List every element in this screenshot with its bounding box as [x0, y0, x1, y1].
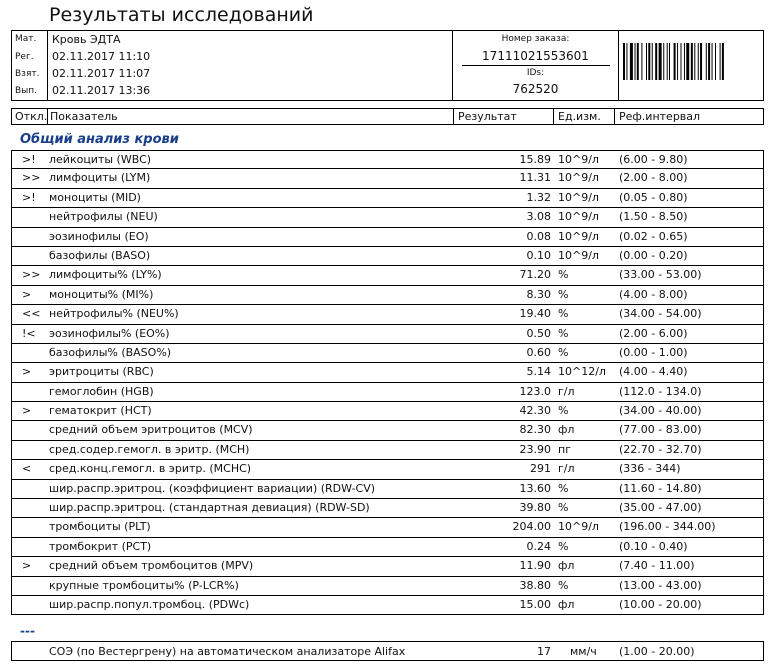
- row-unit: %: [558, 287, 569, 301]
- material-label: Мат.: [15, 34, 37, 44]
- row-unit: фл: [558, 559, 575, 573]
- row-unit: пг: [558, 442, 571, 456]
- row-ref: (33.00 - 53.00): [619, 268, 702, 282]
- row-unit: 10^9/л: [558, 210, 599, 224]
- row-result: 3.08: [526, 210, 551, 224]
- row-unit: %: [558, 268, 569, 282]
- row-ref: (2.00 - 6.00): [619, 326, 688, 340]
- row-unit: 10^9/л: [558, 190, 599, 204]
- row-result: 13.60: [519, 481, 551, 495]
- row-result: 123.0: [519, 384, 551, 398]
- row-result: 82.30: [519, 423, 551, 437]
- table-row: [11, 325, 764, 344]
- row-ref: (35.00 - 47.00): [619, 501, 702, 515]
- row-name: эозинофилы (EO): [49, 229, 149, 243]
- row-name: нейтрофилы (NEU): [49, 210, 158, 224]
- table-row: [11, 518, 764, 537]
- table-row: [11, 402, 764, 421]
- table-row: [11, 150, 764, 169]
- row-flag: !<: [22, 326, 36, 340]
- row-result: 8.30: [526, 287, 551, 301]
- row-unit: фл: [558, 597, 575, 611]
- row-unit: 10^9/л: [558, 171, 599, 185]
- row-flag: <: [22, 462, 32, 476]
- row-name: эритроциты (RBC): [49, 365, 154, 379]
- row-result: 0.60: [526, 345, 551, 359]
- row-result: 39.80: [519, 501, 551, 515]
- completed-label: Вып.: [15, 86, 38, 96]
- esr-ref: (1.00 - 20.00): [619, 645, 695, 658]
- row-ref: (0.02 - 0.65): [619, 229, 688, 243]
- taken-label: Взят.: [15, 69, 40, 79]
- row-result: 0.10: [526, 248, 551, 262]
- row-name: гематокрит (HCT): [49, 404, 152, 418]
- row-ref: (13.00 - 43.00): [619, 578, 702, 592]
- row-ref: (336 - 344): [619, 462, 681, 476]
- row-flag: >: [22, 287, 32, 301]
- table-row: [11, 344, 764, 363]
- table-row: [11, 266, 764, 285]
- row-ref: (34.00 - 40.00): [619, 404, 702, 418]
- row-name: гемоглобин (HGB): [49, 384, 154, 398]
- table-row: [11, 460, 764, 479]
- table-row: [11, 577, 764, 596]
- row-unit: %: [558, 345, 569, 359]
- results-table: [11, 150, 764, 615]
- row-ref: (34.00 - 54.00): [619, 307, 702, 321]
- row-unit: %: [558, 404, 569, 418]
- row-ref: (4.00 - 4.40): [619, 365, 688, 379]
- row-name: лимфоциты (LYM): [49, 171, 151, 185]
- row-result: 19.40: [519, 307, 551, 321]
- row-result: 11.90: [519, 559, 551, 573]
- ids-value: 762520: [512, 82, 559, 96]
- page-title: Результаты исследований: [49, 4, 314, 26]
- row-result: 0.08: [526, 229, 551, 243]
- col-ref: Реф.интервал: [619, 110, 701, 123]
- completed-value: 02.11.2017 13:36: [52, 84, 151, 97]
- table-row: [11, 441, 764, 460]
- row-unit: 10^9/л: [558, 520, 599, 534]
- row-ref: (112.0 - 134.0): [619, 384, 702, 398]
- row-unit: 10^9/л: [558, 229, 599, 243]
- separator: ---: [20, 624, 35, 638]
- registered-value: 02.11.2017 11:10: [52, 50, 151, 63]
- row-name: эозинофилы% (EO%): [49, 326, 170, 340]
- table-row: [11, 499, 764, 518]
- row-name: нейтрофилы% (NEU%): [49, 307, 179, 321]
- material-value: Кровь ЭДТА: [52, 33, 121, 46]
- ids-label: IDs:: [526, 68, 545, 78]
- barcode-icon: [623, 43, 759, 80]
- col-flag: Откл.: [15, 110, 48, 123]
- row-name: тромбоциты (PLT): [49, 520, 151, 534]
- row-name: тромбокрит (PCT): [49, 539, 152, 553]
- table-row: [11, 228, 764, 247]
- row-name: средний объем эритроцитов (MCV): [49, 423, 253, 437]
- esr-row: [11, 641, 764, 661]
- table-row: [11, 557, 764, 576]
- row-name: базофилы (BASO): [49, 248, 151, 262]
- row-ref: (2.00 - 8.00): [619, 171, 688, 185]
- table-row: [11, 596, 764, 615]
- section-title: Общий анализ крови: [20, 132, 179, 147]
- row-unit: %: [558, 501, 569, 515]
- row-result: 0.24: [526, 539, 551, 553]
- table-row: [11, 169, 764, 188]
- row-result: 204.00: [512, 520, 551, 534]
- row-ref: (0.10 - 0.40): [619, 539, 688, 553]
- row-name: крупные тромбоциты% (P-LCR%): [49, 578, 239, 592]
- registered-label: Рег.: [15, 52, 34, 62]
- row-result: 1.32: [526, 190, 551, 204]
- row-name: лейкоциты (WBC): [49, 153, 152, 166]
- row-ref: (7.40 - 11.00): [619, 559, 695, 573]
- row-unit: 10^12/л: [558, 365, 606, 379]
- row-unit: 10^9/л: [558, 248, 599, 262]
- col-name: Показатель: [50, 110, 118, 123]
- row-flag: <<: [22, 307, 41, 321]
- table-row: [11, 383, 764, 402]
- row-unit: %: [558, 481, 569, 495]
- table-row: [11, 286, 764, 305]
- row-unit: г/л: [558, 384, 575, 398]
- row-flag: >: [22, 365, 32, 379]
- table-row: [11, 480, 764, 499]
- row-name: базофилы% (BASO%): [49, 345, 172, 359]
- row-ref: (0.00 - 1.00): [619, 345, 688, 359]
- row-result: 42.30: [519, 404, 551, 418]
- row-unit: фл: [558, 423, 575, 437]
- row-result: 15.89: [519, 153, 551, 166]
- row-flag: >>: [22, 268, 41, 282]
- row-ref: (11.60 - 14.80): [619, 481, 702, 495]
- order-number: 17111021553601: [482, 49, 589, 63]
- row-unit: %: [558, 326, 569, 340]
- row-result: 11.31: [519, 171, 551, 185]
- row-name: сред.содер.гемогл. в эритр. (MCH): [49, 442, 250, 456]
- row-ref: (4.00 - 8.00): [619, 287, 688, 301]
- row-ref: (0.00 - 0.20): [619, 248, 688, 262]
- row-unit: %: [558, 539, 569, 553]
- row-ref: (0.05 - 0.80): [619, 190, 688, 204]
- esr-unit: мм/ч: [570, 645, 597, 658]
- row-ref: (6.00 - 9.80): [619, 153, 688, 166]
- row-name: средний объем тромбоцитов (MPV): [49, 559, 254, 573]
- esr-name: СОЭ (по Вестергрену) на автоматическом анализаторе Alifax: [49, 645, 406, 658]
- row-result: 23.90: [519, 442, 551, 456]
- order-header: [11, 30, 764, 101]
- row-ref: (22.70 - 32.70): [619, 442, 702, 456]
- row-result: 0.50: [526, 326, 551, 340]
- col-unit: Ед.изм.: [558, 110, 601, 123]
- row-unit: г/л: [558, 462, 575, 476]
- esr-result: 17: [537, 645, 551, 658]
- row-result: 15.00: [519, 597, 551, 611]
- row-flag: >!: [22, 153, 36, 166]
- table-row: [11, 208, 764, 227]
- table-row: [11, 189, 764, 208]
- row-name: моноциты% (MI%): [49, 287, 154, 301]
- table-row: [11, 538, 764, 557]
- row-name: шир.распр.эритроц. (коэффициент вариации) (RDW-CV): [49, 481, 376, 495]
- row-ref: (196.00 - 344.00): [619, 520, 716, 534]
- row-result: 38.80: [519, 578, 551, 592]
- table-row: [11, 421, 764, 440]
- row-unit: 10^9/л: [558, 153, 599, 166]
- row-result: 5.14: [526, 365, 551, 379]
- row-ref: (1.50 - 8.50): [619, 210, 688, 224]
- row-unit: %: [558, 578, 569, 592]
- row-name: шир.распр.эритроц. (стандартная девиация) (RDW-SD): [49, 501, 370, 515]
- row-unit: %: [558, 307, 569, 321]
- taken-value: 02.11.2017 11:07: [52, 67, 151, 80]
- table-row: [11, 305, 764, 324]
- column-header: [11, 108, 764, 125]
- order-number-label: Номер заказа:: [501, 34, 570, 44]
- row-ref: (10.00 - 20.00): [619, 597, 702, 611]
- row-result: 291: [530, 462, 551, 476]
- table-row: [11, 363, 764, 382]
- row-flag: >: [22, 404, 32, 418]
- row-ref: (77.00 - 83.00): [619, 423, 702, 437]
- row-flag: >!: [22, 190, 36, 204]
- row-name: шир.распр.попул.тромбоц. (PDWc): [49, 597, 250, 611]
- row-flag: >>: [22, 171, 41, 185]
- row-name: лимфоциты% (LY%): [49, 268, 162, 282]
- row-result: 71.20: [519, 268, 551, 282]
- col-result: Результат: [458, 110, 517, 123]
- row-name: сред.конц.гемогл. в эритр. (MCHC): [49, 462, 252, 476]
- row-flag: >: [22, 559, 32, 573]
- row-name: моноциты (MID): [49, 190, 141, 204]
- table-row: [11, 247, 764, 266]
